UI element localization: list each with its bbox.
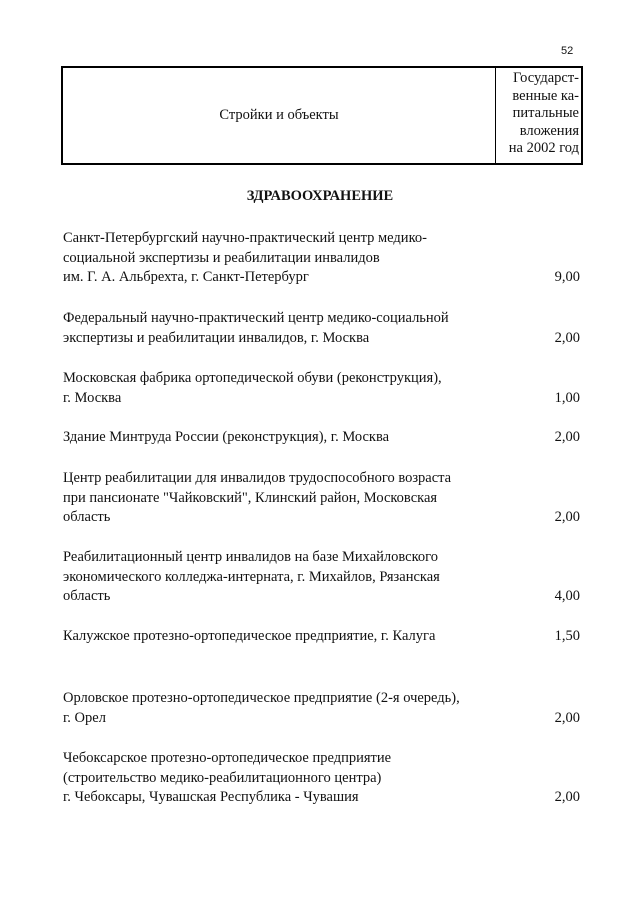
entry-amount: 2,00 (554, 509, 580, 526)
entry-line: Орловское протезно-ортопедическое предприятие (2-я очередь), (63, 690, 460, 706)
entry-line: экономического колледжа-интерната, г. Михайлов, Рязанская (63, 568, 440, 585)
entry-line: Центр реабилитации для инвалидов трудоспособного возраста (63, 470, 452, 486)
entry-description (63, 369, 493, 408)
header-investment-line: на 2002 год (508, 140, 579, 156)
entry-description (63, 749, 493, 808)
entry-description (63, 689, 493, 728)
entry-amount: 2,00 (554, 329, 580, 346)
entry-line: область (63, 509, 111, 526)
header-investment-line: питальные (512, 105, 579, 121)
entry-description (63, 229, 493, 288)
entry-amount: 2,00 (554, 429, 580, 445)
entry-line: им. Г. А. Альбрехта, г. Санкт-Петербург (63, 269, 309, 286)
entry-line: (строительство медико-реабилитационного центра) (63, 769, 382, 786)
header-investment-line: вложения (519, 122, 579, 139)
entry-line: Реабилитационный центр инвалидов на базе Михайловского (63, 549, 439, 565)
list-item (63, 369, 580, 408)
entry-line: Чебоксарское протезно-ортопедическое предприятие (63, 750, 392, 766)
list-item (63, 627, 580, 647)
entry-line: г. Москва (63, 389, 122, 406)
entry-line: Санкт-Петербургский научно-практический центр медико- (63, 230, 427, 246)
header-investment-line: венные ка- (512, 87, 579, 104)
entry-line: г. Чебоксары, Чувашская Республика - Чувашия (63, 789, 359, 806)
list-item (63, 428, 580, 448)
entry-line: экспертизы и реабилитации инвалидов, г. Москва (63, 329, 370, 346)
entry-line: Федеральный научно-практический центр медико-социальной (63, 310, 449, 326)
page-number: 52 (561, 45, 574, 57)
entry-amount: 2,00 (554, 789, 580, 806)
entry-line: при пансионате "Чайковский", Клинский район, Московская (63, 489, 438, 506)
entry-amount: 1,00 (554, 389, 580, 406)
header-objects-column: Стройки и объекты (219, 107, 339, 123)
list-item (63, 229, 580, 288)
table-header (61, 66, 583, 165)
header-investment-line: Государст- (513, 70, 579, 86)
list-item (63, 469, 580, 528)
list-item (63, 309, 580, 348)
entry-description (63, 428, 493, 448)
entry-line: область (63, 588, 111, 605)
entry-description (63, 469, 493, 528)
entry-amount: 4,00 (554, 588, 580, 605)
header-investment-column (495, 68, 581, 163)
list-item (63, 548, 580, 607)
list-item (63, 749, 580, 808)
entry-line: Калужское протезно-ортопедическое предприятие, г. Калуга (63, 628, 436, 644)
entry-line: Московская фабрика ортопедической обуви (реконструкция), (63, 370, 442, 386)
entry-amount: 1,50 (554, 628, 580, 644)
entry-description (63, 627, 493, 647)
entry-description (63, 548, 493, 607)
section-heading: ЗДРАВООХРАНЕНИЕ (246, 188, 394, 204)
entry-line: социальной экспертизы и реабилитации инвалидов (63, 249, 380, 266)
entry-amount: 9,00 (554, 269, 580, 286)
entry-line: г. Орел (63, 709, 106, 726)
entry-description (63, 309, 493, 348)
entry-line: Здание Минтруда России (реконструкция), г. Москва (63, 429, 390, 445)
entry-amount: 2,00 (554, 709, 580, 726)
list-item (63, 689, 580, 728)
